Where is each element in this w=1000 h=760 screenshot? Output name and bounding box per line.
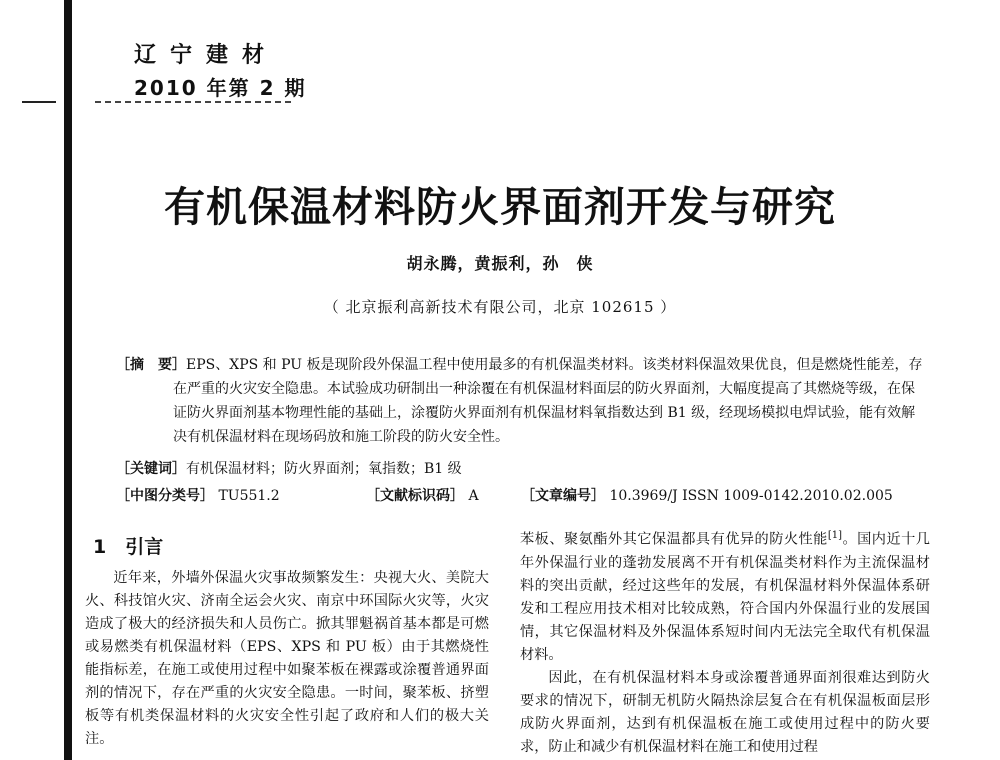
abstract xyxy=(116,353,924,449)
authors: 胡永腾，黄振利，孙 侠 xyxy=(406,254,594,273)
clc-code xyxy=(116,485,280,505)
doc-label: ［文献标识码］ xyxy=(366,488,464,504)
abstract-text: EPS、XPS 和 PU 板是现阶段外保温工程中使用最多的有机保温类材料。该类材料保温效果优良，但是燃烧性能差，存在严重的火灾安全隐患。本试验成功研制出一种涂覆在有机保温材料面层的防火界面剂，大幅度提高了其燃烧等级，在保证防火界面剂基本物理性能的基础上，涂覆防火界面剂有机保温材料氧指数达到 B1 级，经现场模拟电焊试验，能有效解决有机保温材料在现场码放和施工阶段的防火安全性。 xyxy=(173,357,923,445)
article-value: 10.3969/J ISSN 1009-0142.2010.02.005 xyxy=(609,488,893,504)
right-paragraph-2: 因此，在有机保温材料本身或涂覆普通界面剂很难达到防火要求的情况下，研制无机防火隔热涂层复合在有机保温板面层形成防火界面剂，达到有机保温板在施工或使用过程中的防火要求，防止和减少有机保温材料在施工和使用过程 xyxy=(520,669,930,755)
right-column xyxy=(520,524,930,759)
header-rule-dashed xyxy=(95,101,291,103)
clc-label: ［中图分类号］ xyxy=(116,488,214,504)
keywords xyxy=(116,458,462,478)
right-paragraph-1-rest: 。国内近十几年外保温行业的蓬勃发展离不开有机保温类材料作为主流保温材料的突出贡献，经过这些年的发展，有机保温材料外保温体系研发和工程应用技术相对比较成熟，符合国内外保温行业的发展国情，其它保温材料及外保温体系短时间内无法完全取代有机保温材料。 xyxy=(520,531,930,663)
right-paragraph-1 xyxy=(520,524,930,667)
doc-code xyxy=(366,485,479,505)
clc-value: TU551.2 xyxy=(218,488,280,504)
citation-ref: [1] xyxy=(827,530,843,541)
right-paragraph-1-start: 苯板、聚氨酯外其它保温都具有优异的防火性能 xyxy=(520,531,828,548)
intro-paragraph: 近年来，外墙外保温火灾事故频繁发生：央视大火、美院大火、科技馆火灾、济南全运会火灾、南京中环国际火灾等，火灾造成了极大的经济损失和人员伤亡。掀其罪魁祸首基本都是可燃或易燃类有机保温材料（EPS、XPS 和 PU 板）由于其燃烧性能指标差，在施工或使用过程中如聚苯板在裸露或涂覆普通界面剂的情况下，存在严重的火灾安全隐患。一时间，聚苯板、挤塑板等有机类保温材料的火灾安全性引起了政府和人们的极大关注。 xyxy=(85,570,489,747)
left-column xyxy=(85,530,489,751)
abstract-body xyxy=(116,353,924,449)
affiliation: （ 北京振利高新技术有限公司，北京 102615 ） xyxy=(323,298,677,316)
doc-value: A xyxy=(468,488,479,504)
article-number xyxy=(521,485,893,505)
paper-title: 有机保温材料防火界面剂开发与研究 xyxy=(164,183,836,231)
margin-bar xyxy=(64,0,72,760)
header-rule-left xyxy=(22,101,56,103)
article-label: ［文章编号］ xyxy=(521,488,605,504)
section-heading: 1 引言 xyxy=(93,536,164,558)
journal-issue: 2010 年第 2 期 xyxy=(134,76,307,100)
journal-name: 辽宁建材 xyxy=(134,43,279,68)
abstract-label: ［摘 要］ xyxy=(116,357,186,373)
keywords-label: ［关键词］ xyxy=(116,461,186,477)
keywords-text: 有机保温材料；防火界面剂；氧指数；B1 级 xyxy=(186,461,462,477)
